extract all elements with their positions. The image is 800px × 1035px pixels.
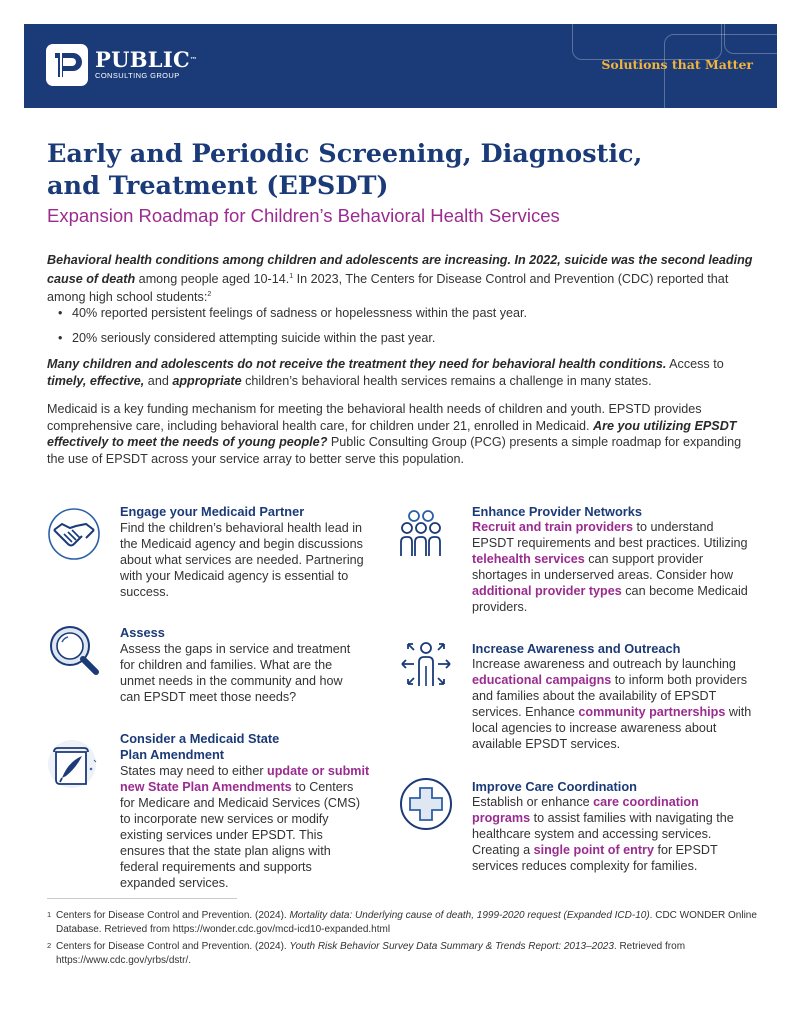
footnote-source: . Retrieved from https://www.cdc.gov/yrbs/dstr/.: [56, 941, 686, 966]
intro-p1-text2: In 2023, The Centers for Disease Control and Prevention (CDC) reported that among high school students:: [47, 271, 729, 305]
card-outreach-highlight: educational campaigns: [472, 673, 612, 687]
card-body-networks: [472, 519, 752, 615]
card-networks-text: to understand EPSDT requirements and best practices. Utilizing: [472, 520, 748, 550]
footnote-1: [47, 909, 767, 936]
card-title-outreach: Increase Awareness and Outreach: [472, 641, 681, 656]
page-subtitle: Expansion Roadmap for Children’s Behavioral Health Services: [47, 205, 560, 226]
footnote-title: Mortality data: Underlying cause of death, 1999-2020 request (Expanded ICD-10): [289, 910, 650, 921]
people-network-icon: [398, 508, 454, 564]
card-networks-text2: can support provider shortages in underserved areas. Consider how: [472, 552, 734, 582]
page-title-line1: Early and Periodic Screening, Diagnostic,: [47, 139, 643, 169]
intro-p2-emphasis-3: appropriate: [172, 373, 242, 388]
card-title-amend-line2: Plan Amendment: [120, 747, 225, 762]
footnote-text: Centers for Disease Control and Prevention. (2024).: [56, 941, 290, 952]
page-title-line2: and Treatment (EPSDT): [47, 171, 389, 201]
card-networks-highlight-3: additional provider types: [472, 584, 622, 598]
intro-p1-emphasis: Behavioral health conditions among children and adolescents are increasing. In 2022, suicide was the second leading cause of death: [47, 253, 753, 286]
card-networks-highlight: Recruit and train providers: [472, 520, 633, 534]
card-title-networks: Enhance Provider Networks: [472, 504, 642, 519]
document-quill-icon: [46, 738, 102, 794]
header-decoration: [724, 24, 777, 54]
intro-p3-text: Medicaid is a key funding mechanism for meeting the behavioral health needs of children and youth. EPSTD provides comprehensive care, including behavioral health care, for children under 21, enrolled in Medicaid.: [47, 402, 702, 433]
card-coordination-text3: for EPSDT services reduces complexity for families.: [472, 843, 718, 873]
logo-name: PUBLIC: [95, 47, 190, 72]
pcg-logo: [46, 44, 197, 86]
card-title-engage: Engage your Medicaid Partner: [120, 504, 305, 519]
card-outreach-text3: with local agencies to increase awareness about available EPSDT services.: [472, 705, 752, 751]
card-body-coordination: [472, 794, 754, 874]
list-item: • 40% reported persistent feelings of sadness or hopelessness within the past year.: [58, 305, 748, 322]
intro-p3-emphasis: Are you utilizing EPSDT effectively to meet the needs of young people?: [47, 418, 737, 449]
card-outreach-text: Increase awareness and outreach by launching: [472, 657, 736, 671]
intro-p2-text3: children’s behavioral health services remains a challenge in many states.: [241, 373, 652, 388]
card-coordination-highlight: care coordination programs: [472, 795, 699, 825]
intro-p2-emphasis-2: timely, effective,: [47, 373, 145, 388]
card-coordination-highlight-2: single point of entry: [533, 843, 654, 857]
handshake-icon: [46, 506, 102, 562]
intro-paragraph-1: [47, 252, 753, 306]
card-body-outreach: [472, 656, 752, 752]
intro-p3-text2: Public Consulting Group (PCG) presents a simple roadmap for expanding the use of EPSDT across your service array to better serve this population.: [47, 435, 742, 466]
footnote-divider: [47, 898, 237, 899]
footnote-number: 2: [47, 941, 52, 950]
footnote-text: Centers for Disease Control and Prevention. (2024).: [56, 910, 290, 921]
card-networks-text3: can become Medicaid providers.: [472, 584, 748, 614]
logo-subtitle: CONSULTING GROUP: [95, 71, 180, 80]
card-amend-highlight: update or submit new State Plan Amendments: [120, 764, 370, 794]
card-amend-text2: to Centers for Medicare and Medicaid Services (CMS) to incorporate new services or modify existing services under EPSDT. This ensures that the state plan aligns with federal requirements and supports expanded services.: [120, 780, 361, 890]
footnote-ref-1: 1: [289, 272, 294, 280]
card-body-assess: Assess the gaps in service and treatment for children and families. What are the unmet needs in the community and how can EPSDT meet those needs?: [120, 642, 351, 704]
tagline: Solutions that Matter: [601, 57, 753, 72]
card-title-amend-line1: Consider a Medicaid State: [120, 731, 280, 746]
card-body-amend: [120, 763, 370, 891]
person-arrows-icon: [398, 638, 454, 694]
pcg-logo-mark-icon: [46, 44, 88, 86]
list-item: • 20% seriously considered attempting suicide within the past year.: [58, 330, 748, 347]
logo-trademark: ™: [189, 55, 198, 64]
footnote-title: Youth Risk Behavior Survey Data Summary & Trends Report: 2013–2023: [289, 941, 614, 952]
intro-p1-text: among people aged 10-14.: [135, 271, 290, 286]
card-amend-text: States may need to either: [120, 764, 268, 778]
card-title-assess: Assess: [120, 625, 165, 640]
card-title-amend: [120, 731, 279, 763]
card-body-engage: Find the children’s behavioral health lead in the Medicaid agency and begin discussions about what services are needed. Partnering with your Medicaid agency is essential to success.: [120, 521, 364, 599]
card-coordination-text2: to assist families with navigating the healthcare system and accessing services. Creating a: [472, 811, 734, 857]
medical-cross-icon: [398, 776, 454, 832]
header-banner: [24, 24, 777, 108]
card-networks-highlight-2: telehealth services: [472, 552, 585, 566]
card-outreach-text2: to inform both providers and families about the availability of EPSDT services. Enhance: [472, 673, 748, 719]
magnifier-icon: [46, 622, 102, 678]
card-coordination-text: Establish or enhance: [472, 795, 594, 809]
page-title: [47, 138, 767, 202]
stats-list: [58, 305, 748, 354]
intro-p2-text2: and: [144, 373, 173, 388]
card-outreach-highlight-2: community partnerships: [578, 705, 726, 719]
footnote-ref-2: 2: [207, 291, 212, 299]
footnote-2: [47, 940, 767, 967]
intro-p2-emphasis: Many children and adolescents do not receive the treatment they need for behavioral health conditions.: [47, 357, 667, 371]
intro-paragraph-2: [47, 356, 753, 389]
intro-p2-text: Access to: [666, 357, 724, 371]
footnote-source: . CDC WONDER Online Database. Retrieved from https://wonder.cdc.gov/mcd-icd10-expanded.html: [56, 910, 757, 935]
footnote-number: 1: [47, 910, 52, 919]
intro-paragraph-3: [47, 401, 753, 467]
card-title-coordination: Improve Care Coordination: [472, 779, 637, 794]
